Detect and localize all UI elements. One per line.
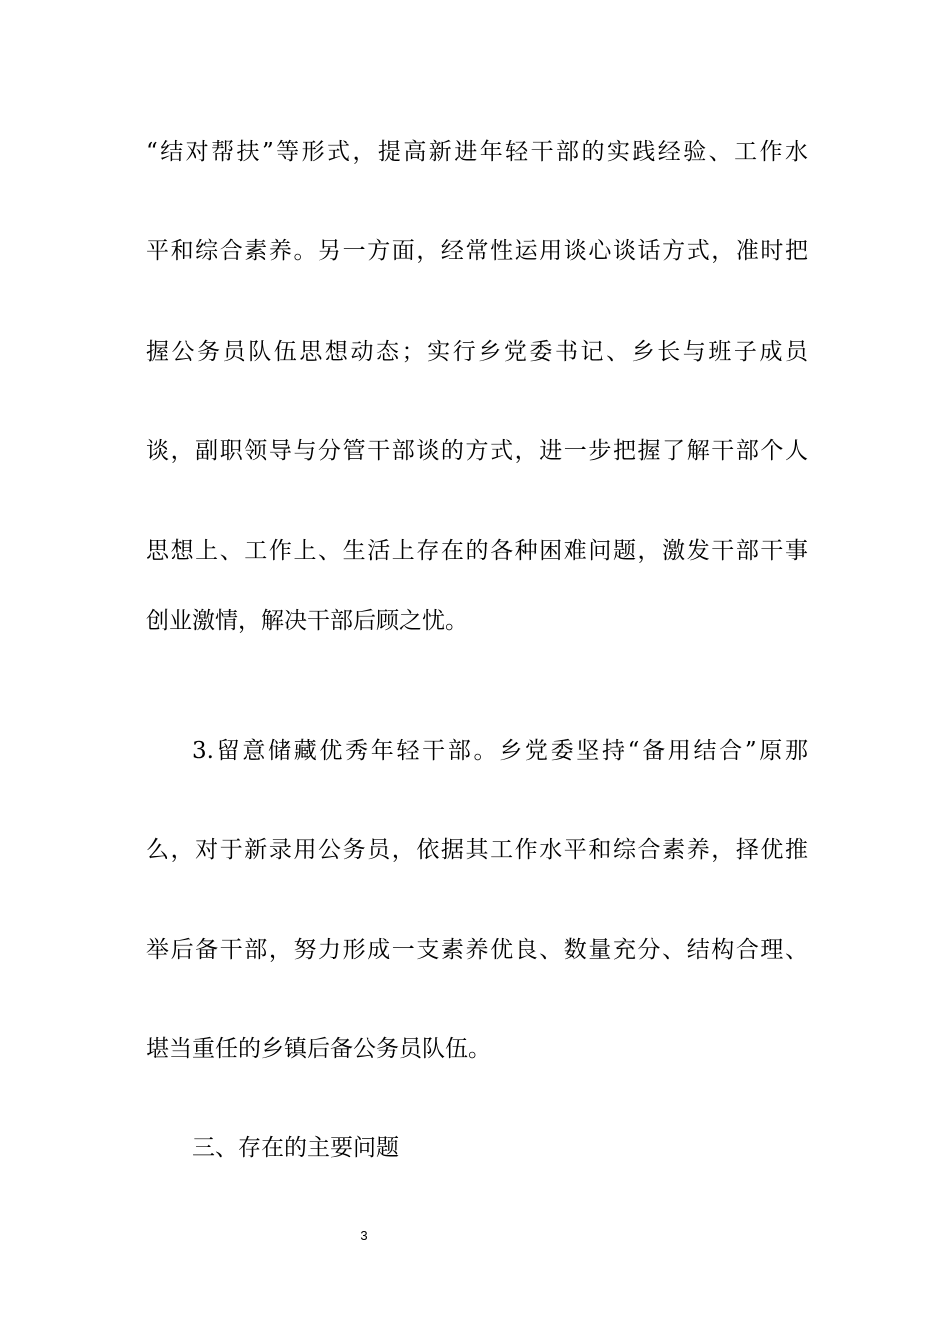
paragraph-line: 谈，副职领导与分管干部谈的方式，进一步把握了解干部个人: [146, 438, 808, 464]
paragraph-line: 思想上、工作上、生活上存在的各种困难问题，激发干部干事: [146, 538, 808, 564]
paragraph-line: 创业激情，解决干部后顾之忧。: [146, 608, 468, 634]
paragraph-line: 握公务员队伍思想动态；实行乡党委书记、乡长与班子成员: [146, 339, 808, 365]
page-number: 3: [360, 1228, 368, 1243]
paragraph-line: 么，对于新录用公务员，依据其工作水平和综合素养，择优推: [146, 837, 808, 863]
paragraph-line: 平和综合素养。另一方面，经常性运用谈心谈话方式，准时把: [146, 238, 808, 264]
paragraph-line: 举后备干部，努力形成一支素养优良、数量充分、结构合理、: [146, 937, 808, 963]
section-heading: 三、存在的主要问题: [192, 1135, 399, 1161]
paragraph-line: 堪当重任的乡镇后备公务员队伍。: [146, 1036, 491, 1062]
paragraph-line: 3.留意储藏优秀年轻干部。乡党委坚持“备用结合”原那: [192, 738, 808, 764]
paragraph-line: “结对帮扶”等形式，提高新进年轻干部的实践经验、工作水: [146, 139, 808, 165]
